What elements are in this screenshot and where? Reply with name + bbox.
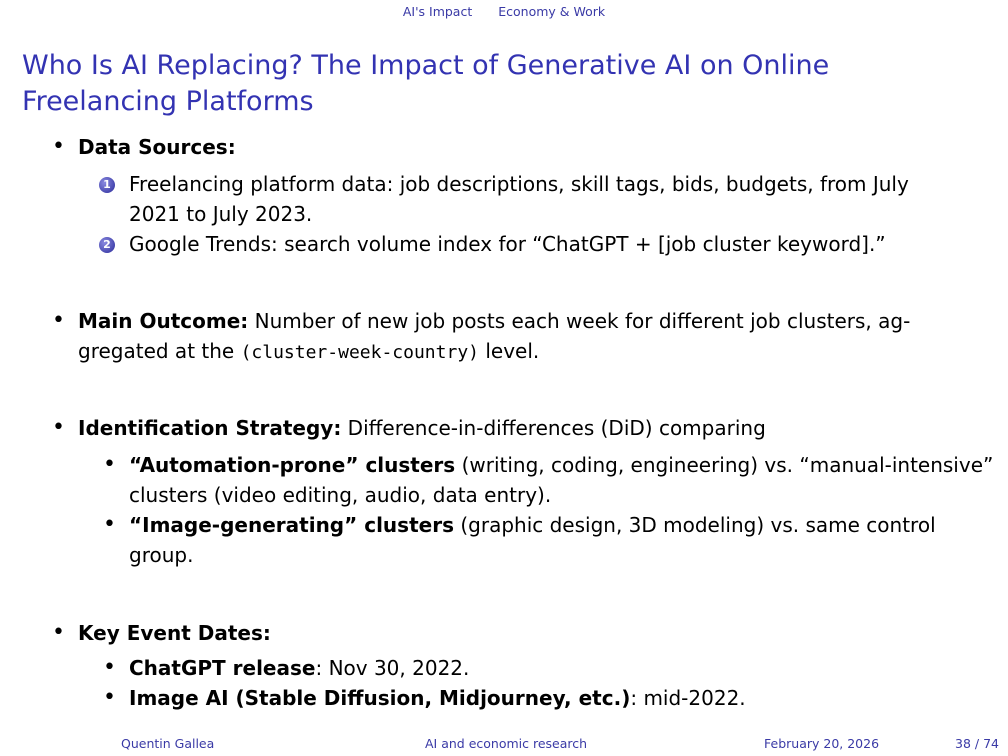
nav-section[interactable]: AI's Impact: [402, 4, 473, 19]
nav-subsection[interactable]: Economy & Work: [498, 4, 606, 19]
key-date-2-bold: Image AI (Stable Diffusion, Midjourney, etc.): [129, 686, 631, 710]
identification-item-1: [103, 450, 994, 510]
identification-item-2-line2: group.: [129, 543, 194, 567]
main-outcome-line1: Number of new job posts each week for different job clusters, ag-: [254, 309, 911, 333]
bullet-dot-icon: •: [103, 452, 116, 477]
slide-title: Who Is AI Replacing? The Impact of Generative AI on Online Freelancing Platforms: [22, 50, 830, 117]
bullet-dot-icon: •: [52, 620, 65, 645]
number-1-icon: 1: [99, 177, 115, 193]
main-outcome-code: (cluster-week-country): [240, 342, 479, 363]
key-date-1-bold: ChatGPT release: [129, 656, 316, 680]
identification-item-2-bold: “Image-generating” clusters: [129, 513, 454, 537]
data-source-1-line1: Freelancing platform data: job descriptions, skill tags, bids, budgets, from July: [129, 172, 909, 196]
identification-heading: Identification Strategy:: [78, 416, 342, 440]
footer-talk-title: AI and economic research: [425, 736, 588, 751]
main-outcome-heading: Main Outcome:: [78, 309, 249, 333]
bullet-key-dates: [52, 618, 271, 648]
footer-author: Quentin Gallea: [121, 736, 215, 751]
key-date-item-1: [103, 653, 470, 683]
bullet-identification: [52, 413, 766, 443]
identification-item-2-line1: (graphic design, 3D modeling) vs. same control: [460, 513, 936, 537]
footer-date: February 20, 2026: [764, 736, 880, 751]
main-outcome-line2-pre: gregated at the: [78, 339, 241, 363]
data-source-1-line2: 2021 to July 2023.: [129, 202, 313, 226]
data-sources-heading: Data Sources:: [78, 135, 236, 159]
header-navigation: [0, 4, 1008, 19]
identification-item-1-bold: “Automation-prone” clusters: [129, 453, 456, 477]
bullet-dot-icon: •: [103, 655, 116, 680]
bullet-main-outcome: [52, 306, 911, 368]
number-2-icon: 2: [99, 237, 115, 253]
identification-item-1-line1: (writing, coding, engineering) vs. “manual-intensive”: [461, 453, 994, 477]
bullet-dot-icon: •: [52, 308, 65, 333]
identification-item-2: [103, 510, 936, 570]
key-date-item-2: [103, 683, 746, 713]
key-date-2-text: : mid-2022.: [630, 686, 746, 710]
data-source-2-text: Google Trends: search volume index for “ChatGPT + [job cluster keyword].”: [129, 232, 886, 256]
bullet-dot-icon: •: [52, 134, 65, 159]
bullet-dot-icon: •: [103, 685, 116, 710]
bullet-dot-icon: •: [103, 512, 116, 537]
data-source-item-2: [103, 229, 886, 259]
footer-page-number: 38 / 74: [955, 736, 999, 751]
identification-text: Difference-in-differences (DiD) comparing: [347, 416, 766, 440]
main-outcome-line2-post: level.: [479, 339, 540, 363]
bullet-data-sources: [52, 132, 236, 162]
key-date-1-text: : Nov 30, 2022.: [315, 656, 470, 680]
bullet-dot-icon: •: [52, 415, 65, 440]
data-source-item-1: [103, 169, 909, 229]
key-dates-heading: Key Event Dates:: [78, 621, 271, 645]
identification-item-1-line2: clusters (video editing, audio, data entry).: [129, 483, 552, 507]
